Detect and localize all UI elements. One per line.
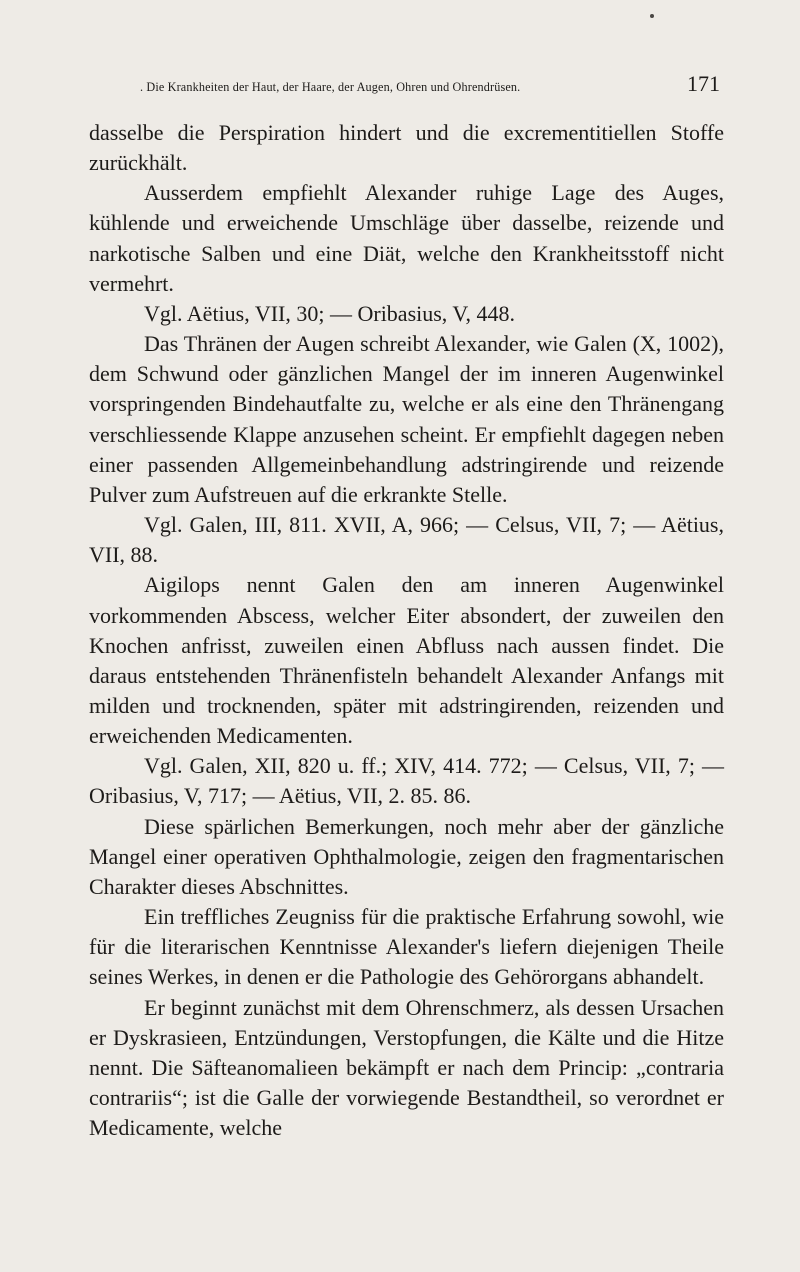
paragraph: Das Thränen der Augen schreibt Alexander, wie Galen (X, 1002), dem Schwund oder gänzlichen Mangel der im inneren Augenwinkel vorspringenden Bindehautfalte zu, welche er als eine den Thränengang verschliessende Klappe anzusehen scheint. Er empfiehlt dagegen neben einer passenden Allgemeinbehandlung adstringirende und reizende Pulver zum Aufstreuen auf die erkrankte Stelle.: [89, 331, 724, 507]
paragraph: Aigilops nennt Galen den am inneren Augenwinkel vorkommenden Abscess, welcher Eiter absondert, der zuweilen den Knochen anfrisst, zuweilen einen Abfluss nach aussen findet. Die daraus entstehenden Thränenfisteln behandelt Alexander Anfangs mit milden und trocknenden, später mit adstringirenden, reizenden und erweichenden Medicamenten.: [89, 572, 724, 749]
paragraph: Diese spärlichen Bemerkungen, noch mehr aber der gänzliche Mangel einer operativen Ophthalmologie, zeigen den fragmentarischen Charakter dieses Abschnittes.: [89, 813, 724, 899]
body-text: [89, 118, 724, 1143]
paragraph: Ausserdem empfiehlt Alexander ruhige Lage des Auges, kühlende und erweichende Umschläge über dasselbe, reizende und narkotische Salben und eine Diät, welche den Krankheitsstoff nicht vermehrt.: [89, 180, 724, 296]
ink-speck: [650, 14, 654, 18]
reference-paragraph: Vgl. Galen, III, 811. XVII, A, 966; — Celsus, VII, 7; — Aëtius, VII, 88.: [89, 512, 724, 568]
paragraph-continued: dasselbe die Perspiration hindert und die excrementitiellen Stoffe zurückhält.: [89, 120, 724, 176]
paragraph: Er beginnt zunächst mit dem Ohrenschmerz, als dessen Ursachen er Dyskrasieen, Entzündungen, Verstopfungen, die Kälte und die Hitze nennt. Die Säfteanomalieen bekämpft er nach dem Princip: „contraria contrariis“; ist die Galle der vorwiegende Bestandtheil, so verordnet er Medicamente, welche: [89, 994, 724, 1141]
page-number: 171: [687, 71, 720, 96]
reference-paragraph: Vgl. Aëtius, VII, 30; — Oribasius, V, 448.: [144, 300, 515, 326]
running-head: . Die Krankheiten der Haut, der Haare, der Augen, Ohren und Ohrendrüsen.: [140, 80, 521, 94]
reference-paragraph: Vgl. Galen, XII, 820 u. ff.; XIV, 414. 772; — Celsus, VII, 7; — Oribasius, V, 717; — Aëtius, VII, 2. 85. 86.: [89, 753, 724, 809]
page-header: [140, 68, 720, 102]
paragraph: Ein treffliches Zeugniss für die praktische Erfahrung sowohl, wie für die literarischen Kenntnisse Alexander's liefern diejenigen Theile seines Werkes, in denen er die Pathologie des Gehörorgans abhandelt.: [89, 904, 724, 990]
